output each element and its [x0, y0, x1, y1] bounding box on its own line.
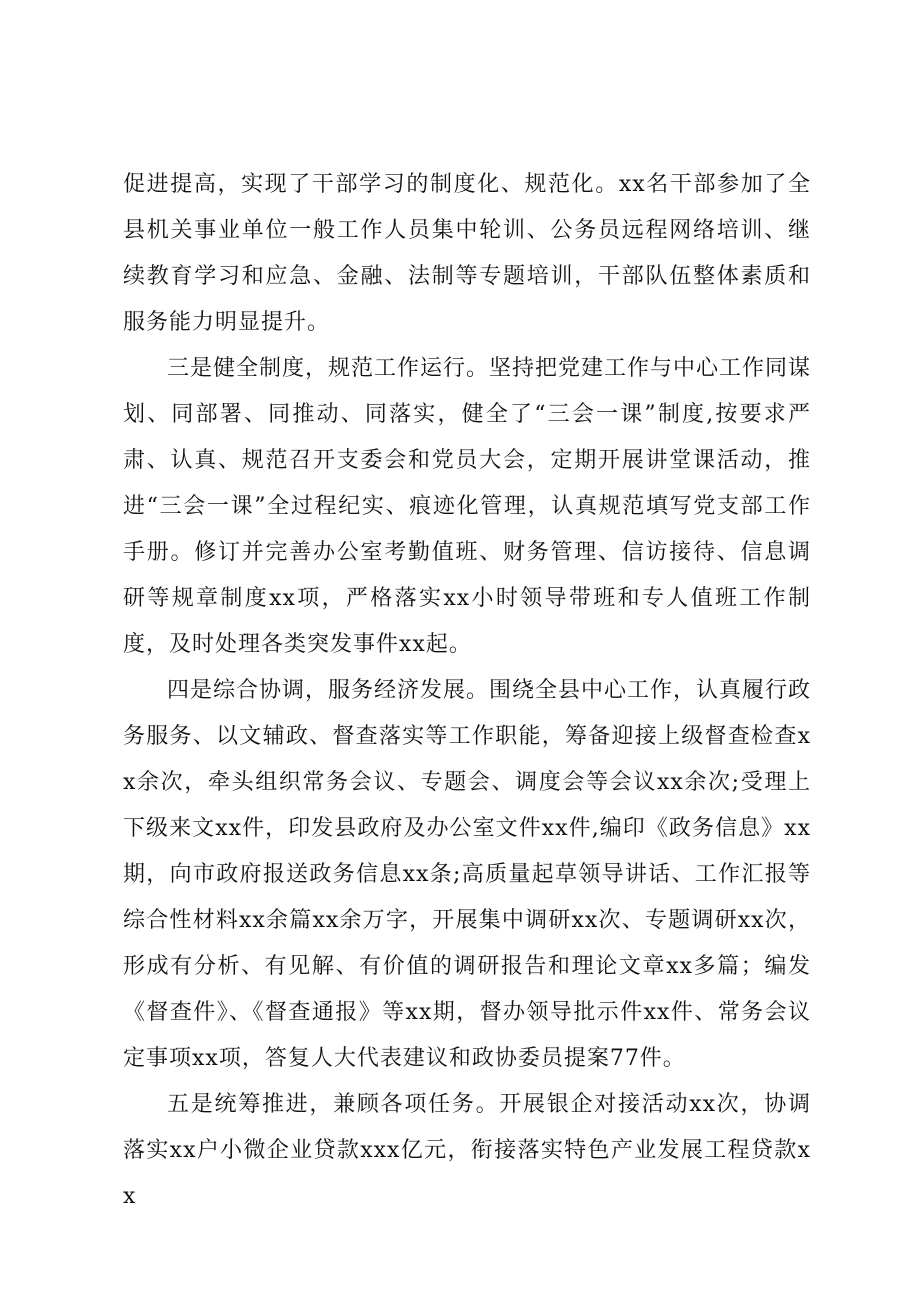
paragraph-item-three: 三是健全制度，规范工作运行。坚持把党建工作与中心工作同谋划、同部署、同推动、同落实，健全了“三会一课”制度,按要求严肃、认真、规范召开支委会和党员大会，定期开展讲堂课活动，推进“三会一课”全过程纪实、痕迹化管理，认真规范填写党支部工作手册。修订并完善办公室考勤值班、财务管理、信访接待、信息调研等规章制度xx项，严格落实xx小时领导带班和专人值班工作制度，及时处理各类突发事件xx起。: [123, 356, 812, 657]
paragraph-continuation: 促进提高，实现了干部学习的制度化、规范化。xx名干部参加了全县机关事业单位一般工作人员集中轮训、公务员远程网络培训、继续教育学习和应急、金融、法制等专题培训，干部队伍整体素质和服务能力明显提升。: [123, 172, 811, 335]
paragraph-item-four: 四是综合协调，服务经济发展。围绕全县中心工作，认真履行政务服务、以文辅政、督查落实等工作职能，筹备迎接上级督查检查xx余次，牵头组织常务会议、专题会、调度会等会议xx余次;受理上下级来文xx件，印发县政府及办公室文件xx件,编印《政务信息》xx期，向市政府报送政务信息xx条;高质量起草领导讲话、工作汇报等综合性材料xx余篇xx余万字，开展集中调研xx次、专题调研xx次，形成有分析、有见解、有价值的调研报告和理论文章xx多篇；编发《督查件》、《督查通报》等xx期，督办领导批示件xx件、常务会议定事项xx项，答复人大代表建议和政协委员提案77件。: [123, 678, 812, 1071]
document-body: [123, 162, 811, 1220]
paragraph-item-five: 五是统筹推进，兼顾各项任务。开展银企对接活动xx次，协调落实xx户小微企业贷款xxx亿元，衔接落实特色产业发展工程贷款xx: [123, 1092, 811, 1209]
